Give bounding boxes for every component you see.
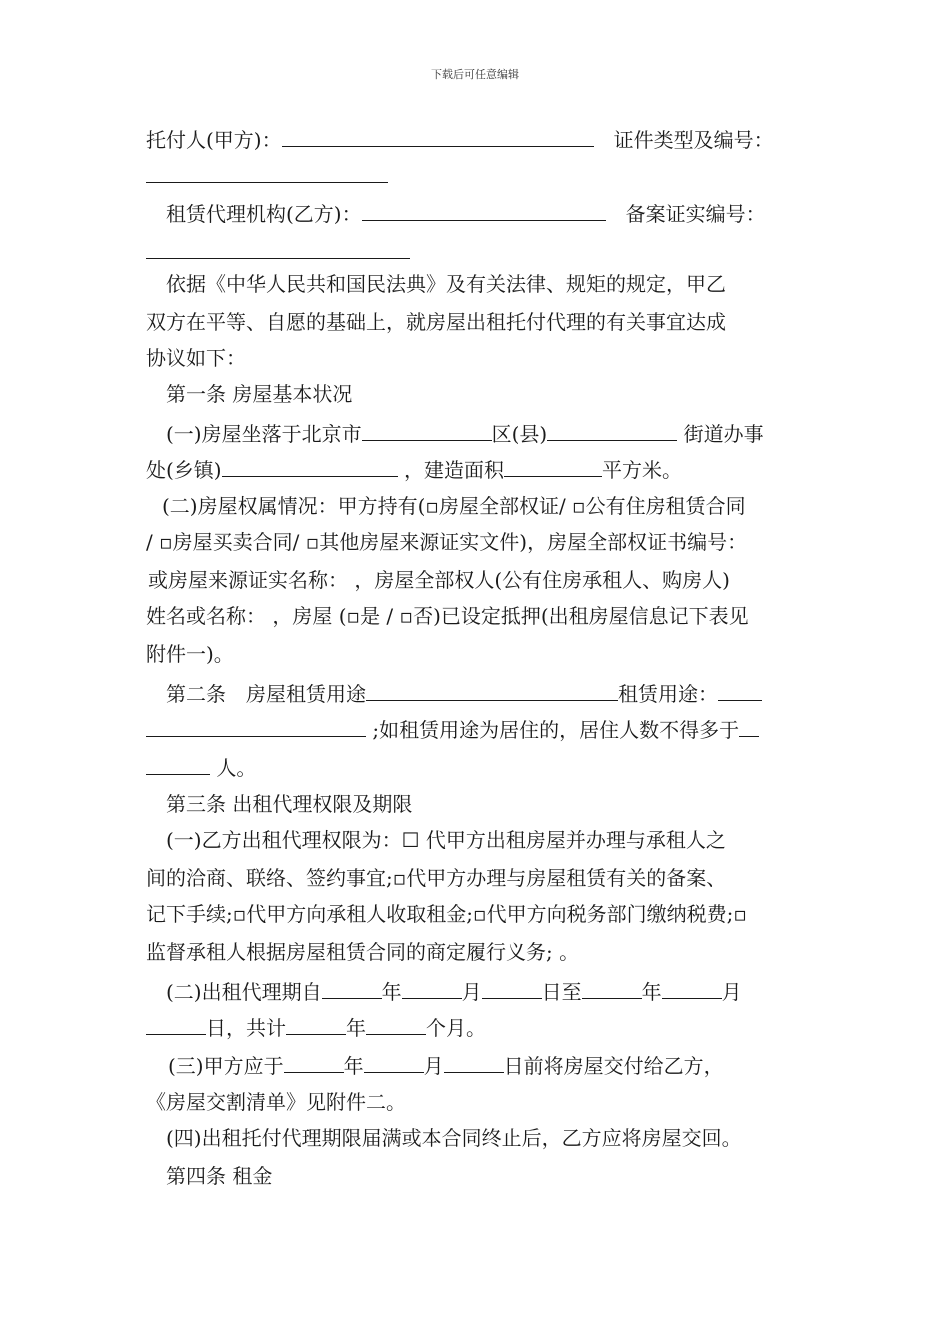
text-run: 监督承租人根据房屋租赁合同的商定履行义务; 。 (146, 940, 580, 964)
blank-field (482, 978, 542, 999)
text-run: 备案证实编号： (605, 202, 766, 226)
text-line (166, 1164, 272, 1188)
text-run: 第一条 房屋基本状况 (166, 382, 353, 406)
blank-field (146, 716, 366, 737)
text-run: 第二条 房屋租赁用途 (166, 682, 366, 706)
blank-field (146, 1014, 206, 1035)
text-line (146, 162, 388, 188)
text-run: 年 (381, 980, 402, 1004)
text-run: 证件类型及编号： (593, 128, 774, 152)
blank-field (364, 1052, 424, 1073)
text-run: 第三条 出租代理权限及期限 (166, 792, 413, 816)
text-line (146, 866, 726, 890)
text-run: 街道办事 (677, 422, 764, 446)
text-line (148, 568, 730, 592)
text-run: 姓名或名称： ，房屋 (▫是 / ▫否)已设定抵押(出租房屋信息记下表见 (146, 604, 749, 628)
text-run: ，建造面积 (397, 458, 504, 482)
text-run: 平方米。 (601, 458, 682, 482)
blank-field (222, 456, 398, 477)
text-run: / ▫房屋买卖合同/ ▫其他房屋来源证实文件)，房屋全部权证书编号： (146, 530, 748, 554)
text-line (146, 902, 747, 926)
blank-field (146, 754, 210, 775)
text-run: 月 (423, 1054, 444, 1078)
text-run: 托付人(甲方)： (146, 128, 282, 152)
text-line (146, 1014, 486, 1040)
blank-field (662, 978, 722, 999)
text-run: 协议如下： (146, 346, 246, 370)
text-line (166, 420, 764, 446)
text-run: 年 (346, 1016, 366, 1040)
blank-field (402, 978, 462, 999)
blank-field (362, 200, 606, 221)
text-line (166, 272, 726, 296)
text-line (166, 200, 766, 226)
text-line (146, 940, 579, 964)
text-line (166, 978, 742, 1004)
text-run: (一)房屋坐落于北京市 (166, 422, 362, 446)
text-run: 日，共计 (206, 1016, 286, 1040)
text-run: 个月。 (426, 1016, 486, 1040)
page-header: 下载后可任意编辑 (431, 68, 519, 81)
text-line (146, 530, 747, 554)
blank-field (282, 126, 594, 147)
text-line (168, 1052, 724, 1078)
text-run: 年 (641, 980, 662, 1004)
text-run: (三)甲方应于 (168, 1054, 284, 1078)
text-line (166, 1126, 742, 1150)
blank-field (718, 680, 762, 701)
text-run: 记下手续;▫代甲方向承租人收取租金;▫代甲方向税务部门缴纳税费;▫ (146, 902, 747, 926)
blank-field (366, 1014, 426, 1035)
text-run: 年 (343, 1054, 364, 1078)
text-line (146, 456, 682, 482)
text-run: 处(乡镇) (146, 458, 222, 482)
blank-field (146, 162, 388, 183)
text-run: (二)房屋权属情况：甲方持有(▫房屋全部权证/ ▫公有住房租赁合同 (162, 494, 746, 518)
text-line (146, 346, 246, 370)
blank-field (582, 978, 642, 999)
blank-field (284, 1052, 344, 1073)
text-line (162, 494, 746, 518)
text-line (166, 382, 352, 406)
text-run: 日前将房屋交付给乙方， (503, 1054, 724, 1078)
text-run: 附件一)。 (146, 642, 234, 666)
text-line (146, 642, 234, 666)
text-line (146, 238, 410, 264)
text-line (146, 754, 256, 780)
text-line (146, 716, 759, 742)
text-line (166, 792, 412, 816)
text-run: ;如租赁用途为居住的，居住人数不得多于 (366, 718, 740, 742)
blank-field (362, 420, 492, 441)
blank-field (322, 978, 382, 999)
blank-field (366, 680, 618, 701)
text-run: 第四条 租金 (166, 1164, 273, 1188)
text-run: 人。 (210, 756, 257, 780)
text-run: 或房屋来源证实名称： ，房屋全部权人(公有住房承租人、购房人) (148, 568, 730, 592)
text-line (146, 1090, 406, 1114)
text-run: 月 (721, 980, 742, 1004)
text-run: 月 (461, 980, 482, 1004)
text-line (146, 310, 726, 334)
text-line (166, 680, 762, 706)
blank-field (504, 456, 602, 477)
blank-field (739, 716, 759, 737)
text-run: (二)出租代理期自 (166, 980, 322, 1004)
text-run: (一)乙方出租代理权限为：☐ 代甲方出租房屋并办理与承租人之 (166, 828, 726, 852)
text-run: 双方在平等、自愿的基础上，就房屋出租托付代理的有关事宜达成 (146, 310, 726, 334)
text-run: 依据《中华人民共和国民法典》及有关法律、规矩的规定，甲乙 (166, 272, 726, 296)
text-run: 《房屋交割清单》见附件二。 (146, 1090, 406, 1114)
text-run: 租赁代理机构(乙方)： (166, 202, 362, 226)
text-line (146, 126, 774, 152)
text-run: (四)出租托付代理期限届满或本合同终止后，乙方应将房屋交回。 (166, 1126, 742, 1150)
text-line (146, 604, 749, 628)
blank-field (444, 1052, 504, 1073)
text-run: 区(县) (491, 422, 548, 446)
text-run: 间的洽商、联络、签约事宜;▫代甲方办理与房屋租赁有关的备案、 (146, 866, 727, 890)
text-run: 日至 (541, 980, 582, 1004)
blank-field (146, 238, 410, 259)
blank-field (286, 1014, 346, 1035)
blank-field (547, 420, 677, 441)
text-run: 租赁用途： (618, 682, 718, 706)
text-line (166, 828, 726, 852)
